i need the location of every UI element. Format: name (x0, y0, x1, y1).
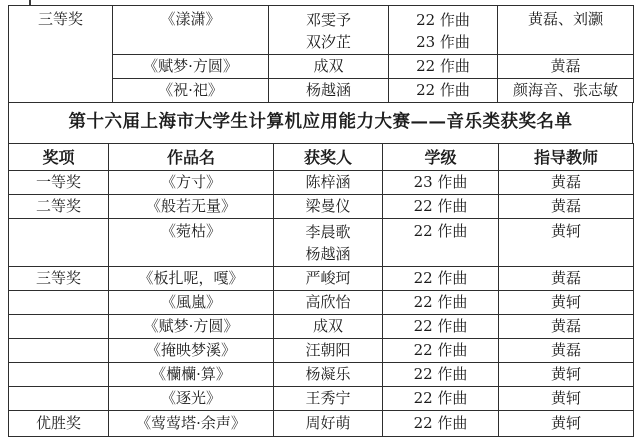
cell-work: 《欗欗·算》 (109, 363, 274, 387)
table-row (9, 291, 634, 315)
table-row (9, 171, 634, 195)
cell-teacher: 黄轲 (499, 363, 634, 387)
cell-teacher: 黄磊 (499, 195, 634, 219)
cell-winner: 梁曼仪 (274, 195, 383, 219)
cell-award (9, 387, 109, 411)
header-winner: 获奖人 (274, 144, 383, 171)
header-grade: 学级 (383, 144, 499, 171)
cell-work: 《菀枯》 (109, 219, 274, 267)
winner-line: 杨越涵 (305, 245, 351, 263)
cell-teacher: 黄磊 (498, 55, 634, 79)
cell-award (9, 219, 109, 267)
cell-work: 《掩映梦溪》 (109, 339, 274, 363)
cell-award: 三等奖 (9, 6, 113, 103)
cell-winner: 高欣怡 (274, 291, 383, 315)
cell-award: 二等奖 (9, 195, 109, 219)
cell-winner: 成双 (274, 315, 383, 339)
cell-work: 《板扎呢，嘎》 (109, 267, 274, 291)
cell-grade: 22 作曲 (389, 55, 498, 79)
header-work: 作品名 (109, 144, 274, 171)
cell-grade: 22 作曲 (389, 79, 498, 103)
cell-grade: 22 作曲 (383, 267, 499, 291)
cell-grade: 22 作曲 (383, 315, 499, 339)
results-table (8, 143, 634, 437)
cell-work: 《方寸》 (109, 171, 274, 195)
cell-work: 《莺莺塔·余声》 (109, 411, 274, 437)
cell-teacher: 颜海音、张志敏 (498, 79, 634, 103)
grade-line: 22 作曲 (416, 11, 470, 29)
cell-winner: 王秀宁 (274, 387, 383, 411)
table-header-row (9, 144, 634, 171)
cell-teacher: 黄磊 (499, 315, 634, 339)
cell-winner: 汪朝阳 (274, 339, 383, 363)
cell-grade: 22 作曲 (383, 363, 499, 387)
cell-winner (269, 6, 389, 55)
cell-teacher: 黄轲 (499, 411, 634, 437)
table-row (9, 339, 634, 363)
winner-line: 双汐芷 (305, 33, 351, 51)
table-row (9, 363, 634, 387)
cell-grade: 22 作曲 (383, 195, 499, 219)
cell-teacher: 黄磊 (499, 267, 634, 291)
table-row (9, 6, 634, 55)
document-page (8, 5, 633, 437)
cell-work: 《逐光》 (109, 387, 274, 411)
cell-teacher: 黄轲 (499, 219, 634, 267)
cell-award (9, 315, 109, 339)
cell-grade (389, 6, 498, 55)
cell-grade: 22 作曲 (383, 291, 499, 315)
cell-award (9, 339, 109, 363)
winner-line: 邓雯予 (305, 11, 351, 29)
header-award: 奖项 (9, 144, 109, 171)
cell-grade: 22 作曲 (383, 411, 499, 437)
cell-award (9, 363, 109, 387)
cell-award (9, 291, 109, 315)
table-row (9, 315, 634, 339)
upper-award-table (8, 5, 634, 103)
winner-line: 李晨歌 (305, 223, 351, 241)
cell-work: 《祝·祀》 (113, 79, 269, 103)
cell-work: 《赋梦·方圆》 (109, 315, 274, 339)
table-row (9, 267, 634, 291)
cell-winner: 杨越涵 (269, 79, 389, 103)
cell-work: 《般若无量》 (109, 195, 274, 219)
cell-winner: 周好萌 (274, 411, 383, 437)
table-row (9, 195, 634, 219)
cell-grade: 22 作曲 (383, 387, 499, 411)
cell-grade: 22 作曲 (383, 219, 499, 267)
cell-winner: 陈梓涵 (274, 171, 383, 195)
cell-winner: 成双 (269, 55, 389, 79)
cell-work: 《赋梦·方圆》 (113, 55, 269, 79)
cell-teacher: 黄轲 (499, 291, 634, 315)
section-title: 第十六届上海市大学生计算机应用能力大赛——音乐类获奖名单 (8, 103, 633, 143)
cell-grade: 23 作曲 (383, 171, 499, 195)
cell-winner (274, 219, 383, 267)
grade-line: 23 作曲 (416, 33, 470, 51)
cell-teacher: 黄磊、刘灏 (498, 6, 634, 55)
cell-teacher: 黄磊 (499, 171, 634, 195)
table-row (9, 387, 634, 411)
table-row (9, 411, 634, 437)
cell-work: 《漾潇》 (113, 6, 269, 55)
cell-teacher: 黄磊 (499, 339, 634, 363)
cell-award: 一等奖 (9, 171, 109, 195)
cell-grade: 22 作曲 (383, 339, 499, 363)
table-row (9, 219, 634, 267)
cell-winner: 杨凝乐 (274, 363, 383, 387)
cell-teacher: 黄轲 (499, 387, 634, 411)
cell-award: 优胜奖 (9, 411, 109, 437)
cell-work: 《風嵐》 (109, 291, 274, 315)
header-teacher: 指导教师 (499, 144, 634, 171)
cell-winner: 严峻珂 (274, 267, 383, 291)
cell-award: 三等奖 (9, 267, 109, 291)
